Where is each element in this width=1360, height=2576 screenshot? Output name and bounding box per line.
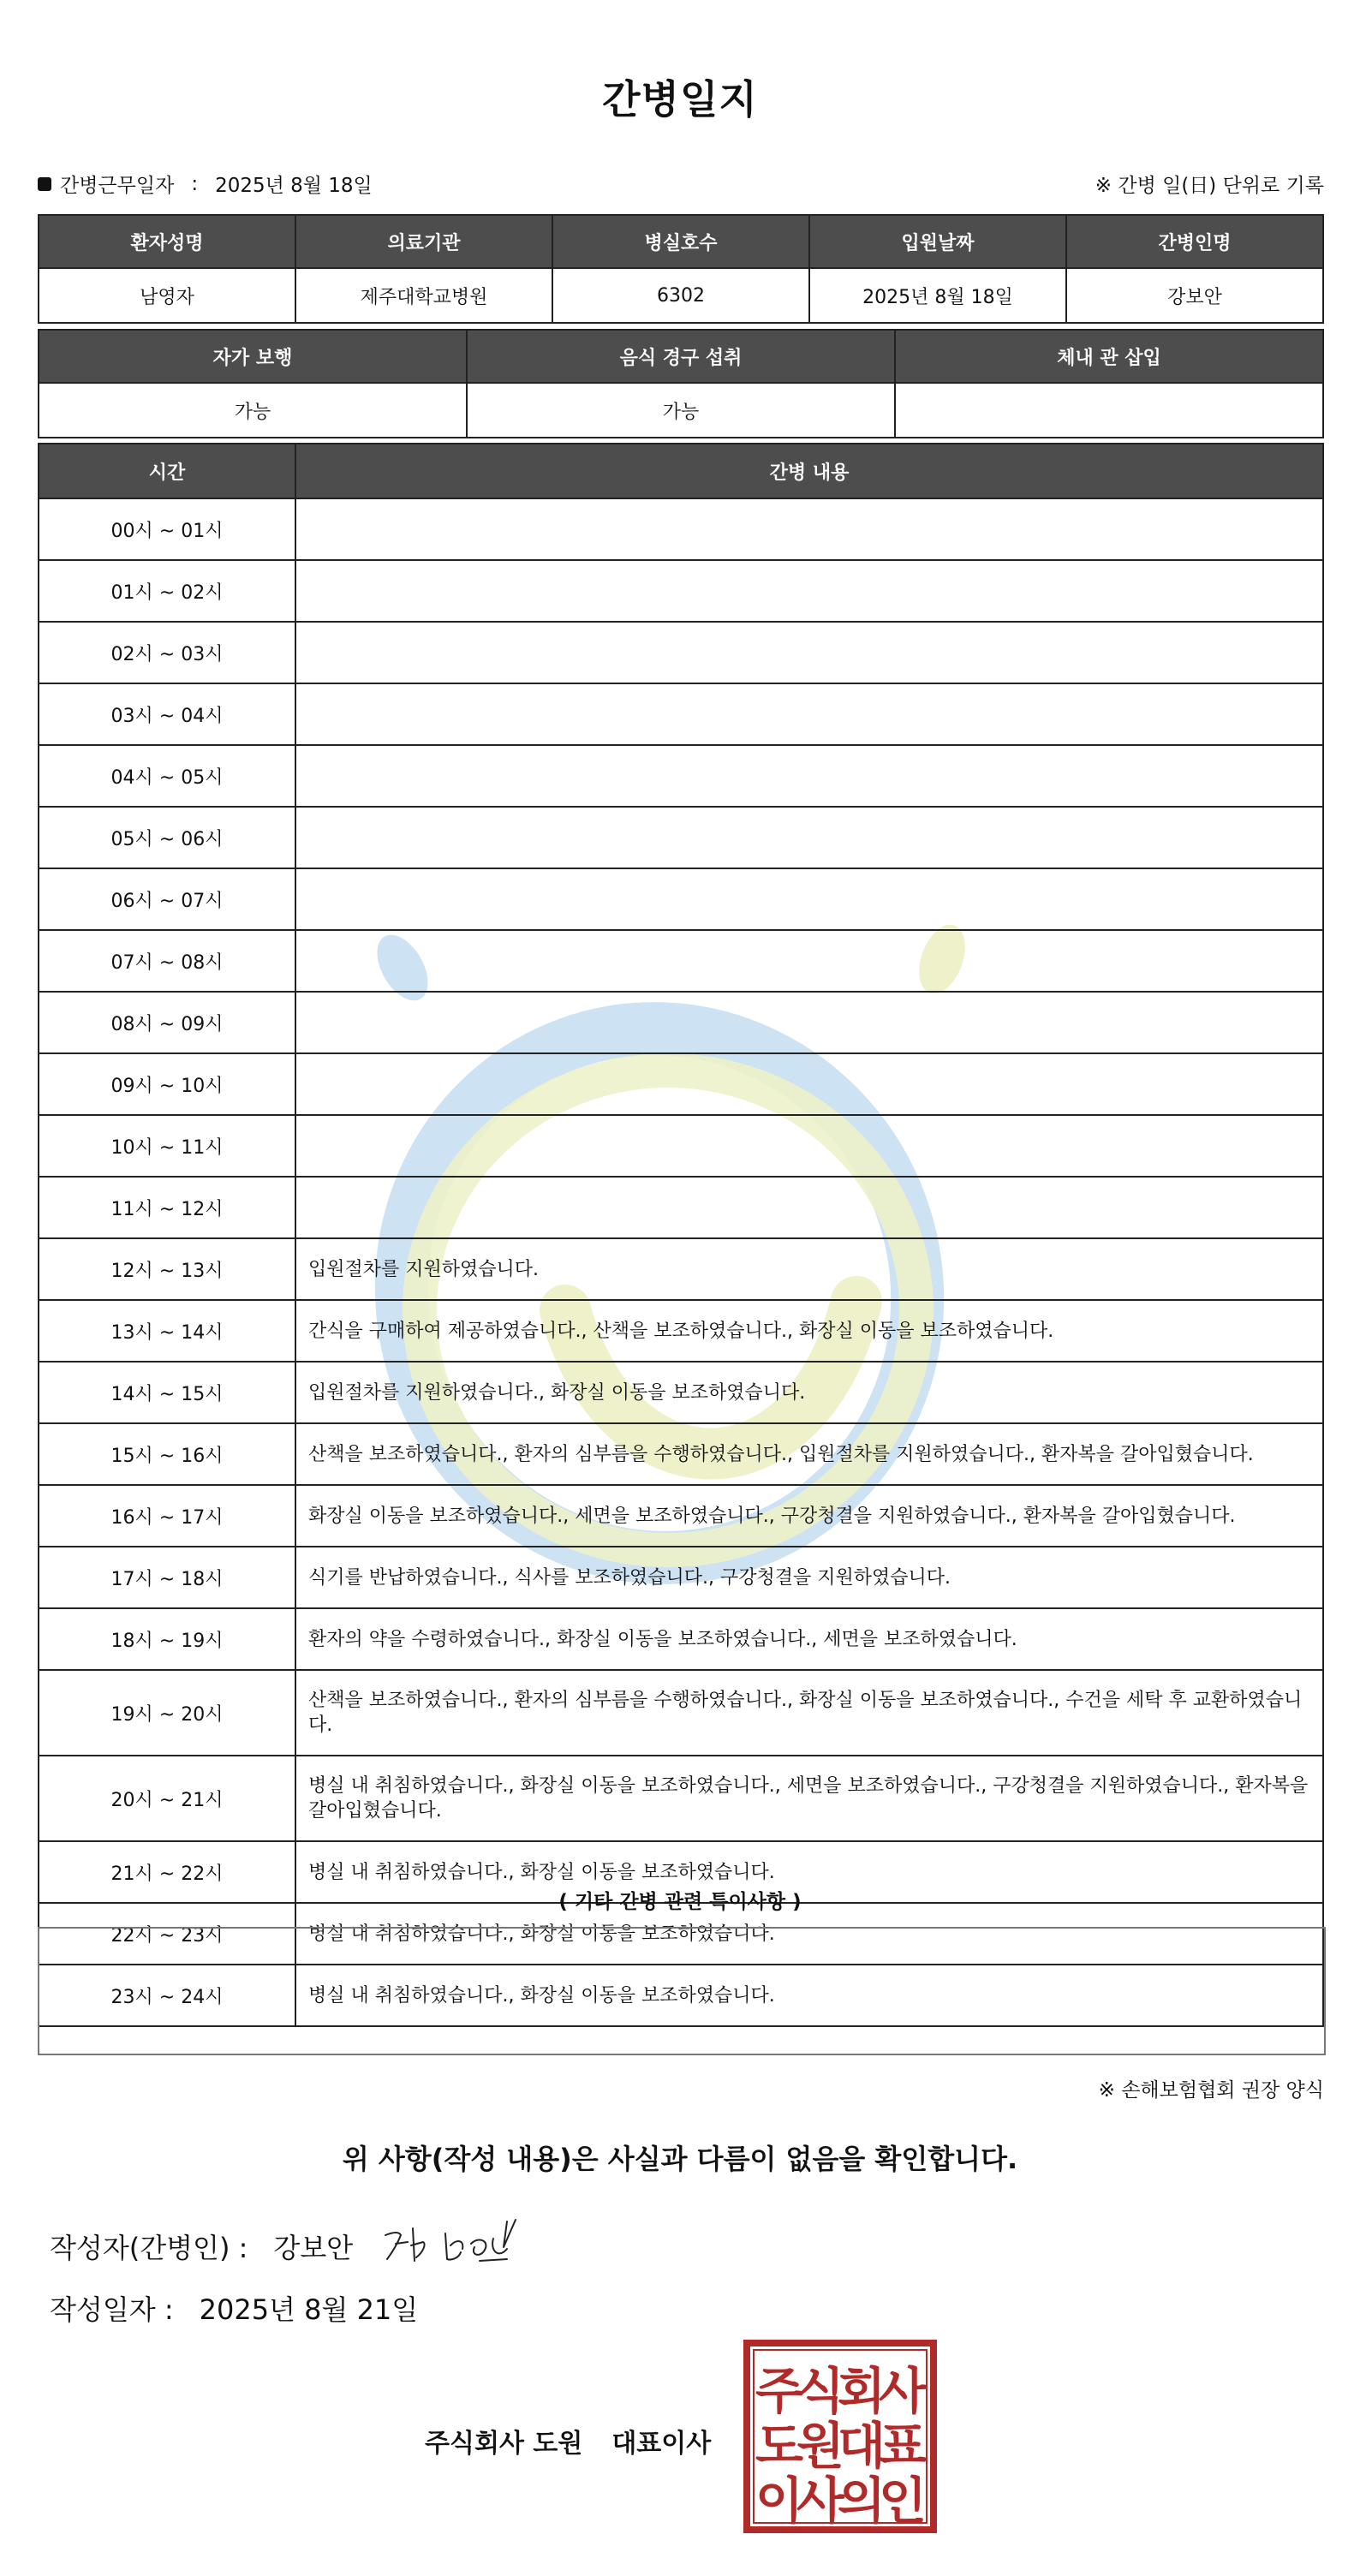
time-slot: 09시 ~ 10시 [39, 1053, 295, 1115]
oral-intake-status: 가능 [467, 383, 895, 438]
company-row [425, 2422, 711, 2460]
work-date-value: 2025년 8월 18일 [215, 175, 373, 197]
table-row [39, 1238, 1323, 1300]
table-row [39, 383, 1323, 438]
hospital-name: 제주대학교병원 [295, 268, 552, 323]
time-slot: 06시 ~ 07시 [39, 868, 295, 930]
table-header-row [39, 330, 1323, 383]
write-date-value: 2025년 8월 21일 [199, 2293, 419, 2326]
hourly-log-table [38, 443, 1324, 2027]
table-row [39, 992, 1323, 1053]
table-row [39, 560, 1323, 622]
care-content: 간식을 구매하여 제공하였습니다., 산책을 보조하였습니다., 화장실 이동을 보조하였습니다. [295, 1300, 1323, 1362]
svg-text:원: 원 [796, 2417, 845, 2475]
table-row [39, 1115, 1323, 1177]
care-content: 산책을 보조하였습니다., 환자의 심부름을 수행하였습니다., 화장실 이동을 보조하였습니다., 수건을 세탁 후 교환하였습니다. [295, 1670, 1323, 1756]
document-title: 간병일지 [602, 76, 758, 122]
care-content: 병실 내 취침하였습니다., 화장실 이동을 보조하였습니다. [295, 1841, 1323, 1903]
care-content [295, 992, 1323, 1053]
work-date-separator: : [191, 172, 199, 195]
table-row [39, 1547, 1323, 1608]
care-content [295, 622, 1323, 683]
header-hospital: 의료기관 [295, 215, 552, 268]
care-content [295, 868, 1323, 930]
tube-status [895, 383, 1323, 438]
table-row [39, 622, 1323, 683]
table-row [39, 930, 1323, 992]
time-slot: 02시 ~ 03시 [39, 622, 295, 683]
time-slot: 14시 ~ 15시 [39, 1362, 295, 1423]
table-row [39, 1177, 1323, 1238]
table-row [39, 807, 1323, 868]
time-slot: 13시 ~ 14시 [39, 1300, 295, 1362]
patient-name: 남영자 [39, 268, 295, 323]
time-slot: 00시 ~ 01시 [39, 498, 295, 560]
table-row [39, 745, 1323, 807]
svg-text:도: 도 [755, 2417, 804, 2475]
header-time: 시간 [39, 444, 295, 498]
header-patient-name: 환자성명 [39, 215, 295, 268]
svg-text:식: 식 [796, 2362, 845, 2420]
svg-text:대: 대 [837, 2417, 886, 2475]
header-care-content: 간병 내용 [295, 444, 1323, 498]
table-row [39, 1053, 1323, 1115]
time-slot: 19시 ~ 20시 [39, 1670, 295, 1756]
time-slot: 12시 ~ 13시 [39, 1238, 295, 1300]
time-slot: 08시 ~ 09시 [39, 992, 295, 1053]
header-caregiver: 간병인명 [1066, 215, 1323, 268]
admission-date: 2025년 8월 18일 [809, 268, 1066, 323]
ceo-title: 대표이사 [611, 2429, 712, 2459]
time-slot: 05시 ~ 06시 [39, 807, 295, 868]
care-content: 병실 내 취침하였습니다., 화장실 이동을 보조하였습니다., 세면을 보조하였습니다., 구강청결을 지원하였습니다., 환자복을 갈아입혔습니다. [295, 1756, 1323, 1841]
care-content [295, 560, 1323, 622]
table-row [39, 1670, 1323, 1756]
special-notes-title: ( 기타 간병 관련 특이사항 ) [558, 1891, 802, 1913]
svg-text:주: 주 [755, 2362, 804, 2420]
walking-status: 가능 [39, 383, 467, 438]
write-date-row [50, 2288, 418, 2328]
care-content [295, 807, 1323, 868]
form-source-note: ※ 손해보험협회 권장 양식 [1098, 2079, 1324, 2102]
care-content: 병실 내 취침하였습니다., 화장실 이동을 보조하였습니다. [295, 1965, 1323, 2026]
time-slot: 15시 ~ 16시 [39, 1423, 295, 1485]
table-row [39, 1423, 1323, 1485]
patient-info-table [38, 214, 1324, 324]
time-slot: 10시 ~ 11시 [39, 1115, 295, 1177]
table-row [39, 1300, 1323, 1362]
care-content: 입원절차를 지원하였습니다., 화장실 이동을 보조하였습니다. [295, 1362, 1323, 1423]
care-content [295, 683, 1323, 745]
time-slot: 22시 ~ 23시 [39, 1903, 295, 1965]
time-slot: 16시 ~ 17시 [39, 1485, 295, 1547]
writer-label: 작성자(간병인) : [50, 2232, 248, 2264]
header-oral-intake: 음식 경구 섭취 [467, 330, 895, 383]
work-date-label: 간병근무일자 [60, 175, 175, 197]
svg-text:이: 이 [755, 2472, 804, 2530]
header-tube: 체내 관 삽입 [895, 330, 1323, 383]
table-header-row [39, 215, 1323, 268]
care-content: 병실 내 취침하였습니다., 화장실 이동을 보조하였습니다. [295, 1903, 1323, 1965]
table-row [39, 1756, 1323, 1841]
unit-note: ※ 간병 일(日) 단위로 기록 [1095, 175, 1324, 197]
caregiver-name: 강보안 [1066, 268, 1323, 323]
care-content: 화장실 이동을 보조하였습니다., 세면을 보조하였습니다., 구강청결을 지원하였습니다., 환자복을 갈아입혔습니다. [295, 1485, 1323, 1547]
room-number: 6302 [552, 268, 809, 323]
company-seal [743, 2340, 937, 2533]
svg-text:의: 의 [837, 2472, 886, 2530]
work-date-row [38, 170, 373, 198]
time-slot: 17시 ~ 18시 [39, 1547, 295, 1608]
confirmation-statement: 위 사항(작성 내용)은 사실과 다름이 없음을 확인합니다. [342, 2143, 1018, 2175]
care-content: 식기를 반납하였습니다., 식사를 보조하였습니다., 구강청결을 지원하였습니다. [295, 1547, 1323, 1608]
header-walking: 자가 보행 [39, 330, 467, 383]
care-content: 환자의 약을 수령하였습니다., 화장실 이동을 보조하였습니다., 세면을 보조하였습니다. [295, 1608, 1323, 1670]
time-slot: 01시 ~ 02시 [39, 560, 295, 622]
care-content: 산책을 보조하였습니다., 환자의 심부름을 수행하였습니다., 입원절차를 지원하였습니다., 환자복을 갈아입혔습니다. [295, 1423, 1323, 1485]
header-room: 병실호수 [552, 215, 809, 268]
care-content [295, 498, 1323, 560]
header-admission-date: 입원날짜 [809, 215, 1066, 268]
bullet-icon [38, 177, 51, 191]
table-row [39, 1362, 1323, 1423]
svg-text:인: 인 [878, 2472, 928, 2530]
time-slot: 21시 ~ 22시 [39, 1841, 295, 1903]
table-row [39, 1608, 1323, 1670]
table-row [39, 268, 1323, 323]
svg-text:회: 회 [837, 2362, 886, 2420]
writer-name: 강보안 [273, 2232, 354, 2264]
care-content [295, 745, 1323, 807]
time-slot: 03시 ~ 04시 [39, 683, 295, 745]
svg-text:표: 표 [878, 2417, 928, 2475]
patient-status-table [38, 329, 1324, 438]
time-slot: 11시 ~ 12시 [39, 1177, 295, 1238]
time-slot: 23시 ~ 24시 [39, 1965, 295, 2026]
write-date-label: 작성일자 : [50, 2293, 174, 2326]
time-slot: 18시 ~ 19시 [39, 1608, 295, 1670]
time-slot: 07시 ~ 08시 [39, 930, 295, 992]
svg-text:사: 사 [878, 2362, 928, 2420]
time-slot: 04시 ~ 05시 [39, 745, 295, 807]
care-content [295, 930, 1323, 992]
table-row [39, 498, 1323, 560]
special-notes-box [38, 1927, 1326, 2055]
table-row [39, 1485, 1323, 1547]
table-row [39, 683, 1323, 745]
care-content [295, 1177, 1323, 1238]
table-header-row [39, 444, 1323, 498]
table-row [39, 868, 1323, 930]
care-content [295, 1115, 1323, 1177]
time-slot: 20시 ~ 21시 [39, 1756, 295, 1841]
company-name: 주식회사 도원 [425, 2429, 583, 2459]
handwritten-signature [379, 2213, 550, 2273]
svg-text:사: 사 [796, 2472, 845, 2530]
care-content [295, 1053, 1323, 1115]
care-content: 입원절차를 지원하였습니다. [295, 1238, 1323, 1300]
writer-row [50, 2227, 353, 2266]
